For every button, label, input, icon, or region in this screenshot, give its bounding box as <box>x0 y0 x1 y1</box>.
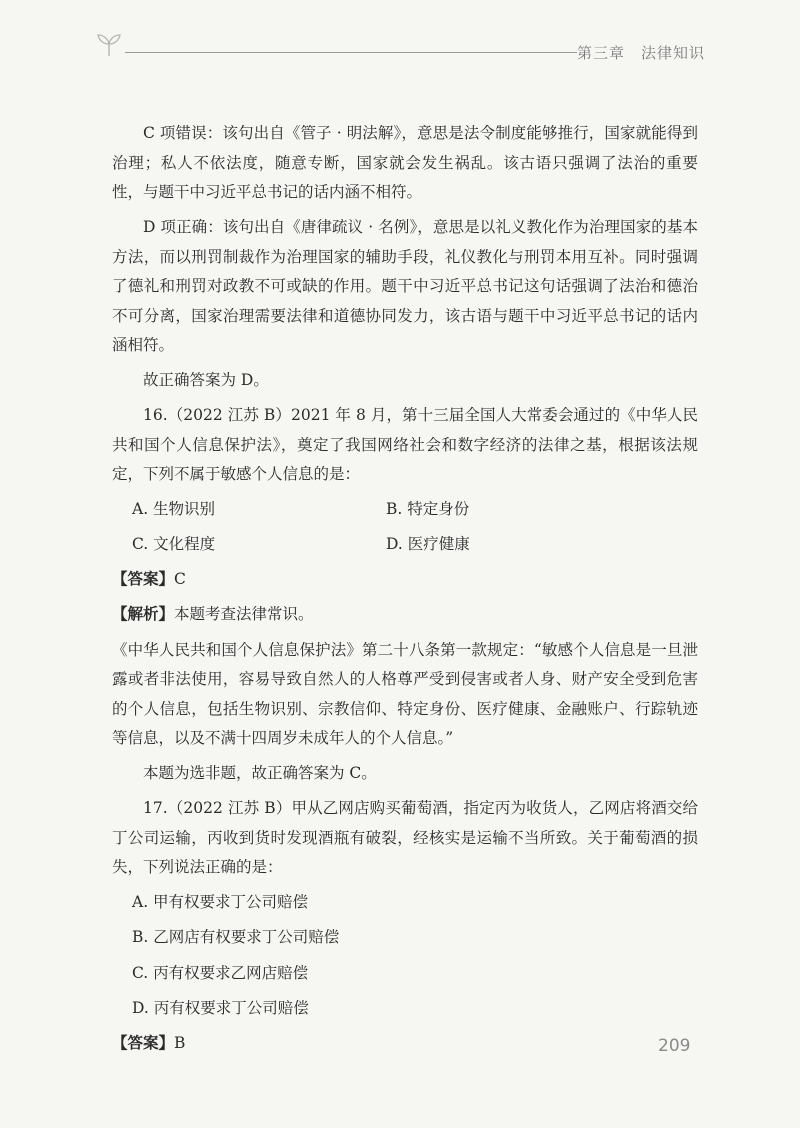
page-header <box>95 28 705 68</box>
question-17-stem: 17.（2022 江苏 B）甲从乙网店购买葡萄酒，指定丙为收货人，乙网店将酒交给丁公司运输，丙收到货时发现酒瓶有破裂，经核实是运输不当所致。关于葡萄酒的损失，下列说法正确的是： <box>112 799 698 877</box>
header-rule <box>125 52 577 53</box>
q16-analysis-line <box>112 600 698 630</box>
question-16-options-row-2 <box>112 530 698 565</box>
q16-option-b: B. 特定身份 <box>386 500 470 519</box>
paragraph-option-d: D 项正确：该句出自《唐律疏议 · 名例》，意思是以礼义教化作为治理国家的基本方法，而以刑罚制裁作为治理国家的辅助手段，礼仪教化与刑罚本用互补。同时强调了德礼和刑罚对政教不可或缺的作用。题干中习近平总书记这句话强调了法治和德治不可分离，国家治理需要法律和道德协同发力，该古语与题干中习近平总书记的话内涵相符。 <box>112 218 698 355</box>
answer-15-conclusion: 故正确答案为 D。 <box>143 371 269 390</box>
question-16-stem: 16.（2022 江苏 B）2021 年 8 月，第十三届全国人大常委会通过的《中华人民共和国个人信息保护法》，奠定了我国网络社会和数字经济的法律之基，根据该法规定，下列不属于敏感个人信息的是： <box>112 406 698 484</box>
q17-answer-line <box>112 1029 698 1059</box>
question-16-options-row-1 <box>112 495 698 530</box>
paragraph-option-c: C 项错误：该句出自《管子 · 明法解》，意思是法令制度能够推行，国家就能得到治理；私人不依法度，随意专断，国家就会发生祸乱。该古语只强调了法治的重要性，与题干中习近平总书记的话内涵不相符。 <box>112 124 698 201</box>
q16-answer: C <box>174 570 186 589</box>
page-number: 209 <box>658 1036 691 1056</box>
q16-option-c: C. 文化程度 <box>132 535 216 554</box>
q16-option-d: D. 医疗健康 <box>386 535 470 554</box>
q17-option-c: C. 丙有权要求乙网店赔偿 <box>132 963 309 982</box>
chapter-title: 第三章 法律知识 <box>576 44 705 62</box>
q16-conclusion: 本题为选非题，故正确答案为 C。 <box>143 764 377 783</box>
q16-option-a: A. 生物识别 <box>132 500 216 519</box>
page-content <box>112 119 698 1064</box>
sprout-icon <box>95 32 123 58</box>
q17-answer: B <box>174 1033 186 1052</box>
q17-option-b: B. 乙网店有权要求丁公司赔偿 <box>132 928 340 947</box>
q16-analysis-tag: 【解析】 <box>112 605 175 624</box>
q16-analysis: 本题考查法律常识。 <box>174 605 314 624</box>
q16-answer-line <box>112 565 698 595</box>
q16-answer-tag: 【答案】 <box>112 570 175 589</box>
q17-option-d: D. 丙有权要求丁公司赔偿 <box>132 998 309 1017</box>
q17-answer-tag: 【答案】 <box>112 1033 175 1052</box>
q17-option-a: A. 甲有权要求丁公司赔偿 <box>132 893 309 912</box>
q16-law-quote: 《中华人民共和国个人信息保护法》第二十八条第一款规定：“敏感个人信息是一旦泄露或者非法使用，容易导致自然人的人格尊严受到侵害或者人身、财产安全受到危害的个人信息，包括生物识别、宗教信仰、特定身份、医疗健康、金融账户、行踪轨迹等信息，以及不满十四周岁未成年人的个人信息。” <box>112 640 698 748</box>
